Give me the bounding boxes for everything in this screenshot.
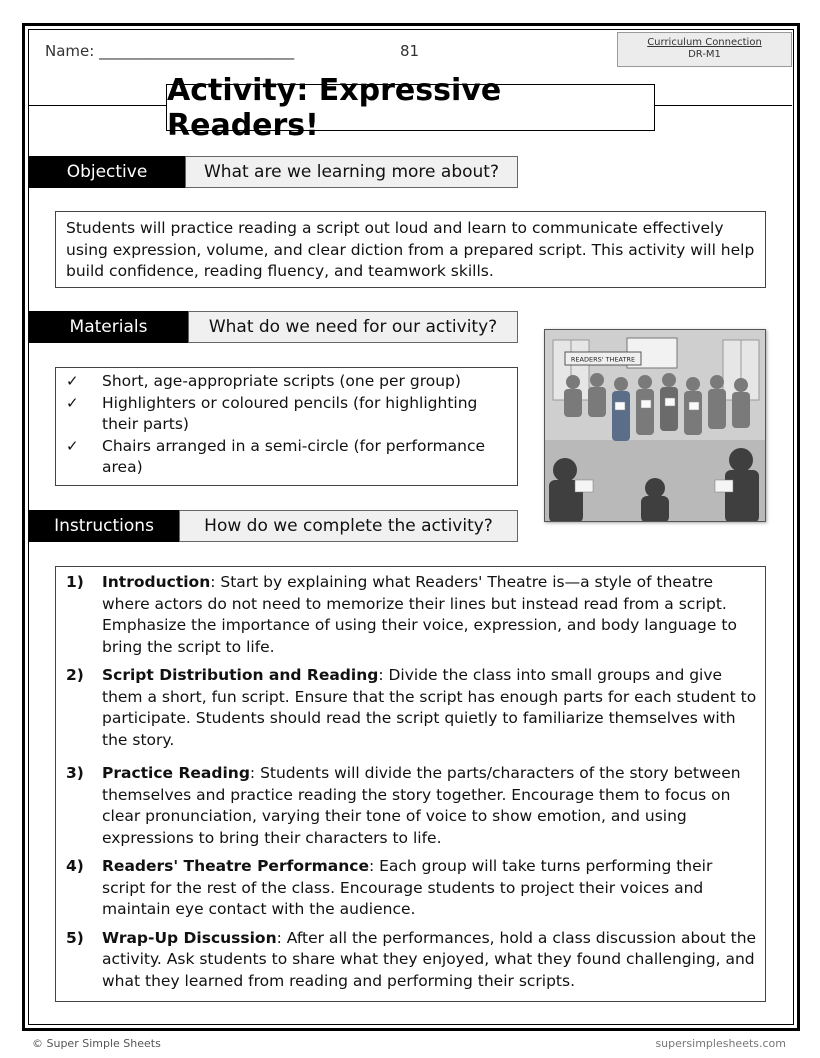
page-title: Activity: Expressive Readers! [166,84,655,131]
step-number: 3) [66,764,84,782]
step-text: : Start by explaining what Readers' Theatre is—a style of theatre where actors do not need to memorize their lines but instead read from a script. Emphasize the importance of using their voice, expression, and body language to bring the script to life. [102,573,737,656]
materials-list [55,367,518,486]
instructions-list [55,566,766,1002]
materials-question: What do we need for our activity? [188,311,518,343]
step-body [102,665,757,751]
instruction-step [66,572,757,658]
curriculum-code: DR-M1 [688,49,721,60]
step-number: 4) [66,857,84,875]
checkmark-icon: ✓ [66,436,79,455]
step-title: Introduction [102,573,211,591]
list-item [66,436,509,479]
instructions-question: How do we complete the activity? [179,510,518,542]
step-text: : Students will divide the parts/characters of the story between themselves and practice reading the story together. Encourage them to focus on clear pronunciation, varying their tone of voice to show emotion, and using expressions to bring their characters to life. [102,764,741,847]
checkmark-icon: ✓ [66,393,79,412]
material-item-text: Highlighters or coloured pencils (for highlighting their parts) [102,393,478,433]
objective-section-header [29,156,518,188]
name-field[interactable]: Name: __________________________ [45,42,295,60]
checkmark-icon: ✓ [66,372,79,390]
instructions-label: Instructions [29,510,179,542]
footer-copyright: © Super Simple Sheets [32,1037,161,1050]
step-body [102,856,757,921]
classroom-illustration [544,329,766,522]
instructions-section-header [29,510,518,542]
objective-text: Students will practice reading a script out loud and learn to communicate effectively using expression, volume, and clear diction from a prepared script. This activity will help build confidence, reading fluency, and teamwork skills. [55,211,766,288]
instruction-step [66,928,757,993]
materials-section-header [29,311,518,343]
curriculum-connection-title: Curriculum Connection [647,37,762,48]
step-number: 1) [66,573,84,591]
step-text: : Divide the class into small groups and give them a short, fun script. Ensure that the script has enough parts for each student to participate. Students should read the script quietly to familiarize themselves with the story. [102,666,757,749]
step-title: Practice Reading [102,764,250,782]
materials-label: Materials [29,311,188,343]
readers-theatre-sign: READERS' THEATRE [570,355,636,364]
readers-theatre-classroom-image [545,330,766,522]
footer-website-link[interactable]: supersimplesheets.com [655,1037,786,1050]
material-item-text: Short, age-appropriate scripts (one per group) [102,372,461,390]
step-title: Wrap-Up Discussion [102,928,277,947]
step-text: : Each group will take turns performing their script for the rest of the class. Encourage students to project their voices and maintain eye contact with the audience. [102,857,713,918]
instruction-step [66,856,757,921]
objective-label: Objective [29,156,185,188]
instruction-step [66,763,757,849]
step-number: 2) [66,666,84,684]
page-number: 81 [400,42,420,60]
material-item-text: Chairs arranged in a semi-circle (for performance area) [102,436,486,476]
step-body [102,928,757,993]
step-title: Script Distribution and Reading [102,666,379,684]
step-body [102,763,757,849]
list-item [66,371,509,393]
objective-question: What are we learning more about? [185,156,518,188]
step-text: : After all the performances, hold a class discussion about the activity. Ask students to share what they enjoyed, what they found challenging, and what they learned from reading and performing their scripts. [102,928,757,990]
instruction-step [66,665,757,751]
step-body [102,572,757,658]
curriculum-connection-box [617,32,792,67]
step-number: 5) [66,928,84,947]
list-item [66,393,509,436]
step-title: Readers' Theatre Performance [102,857,369,875]
